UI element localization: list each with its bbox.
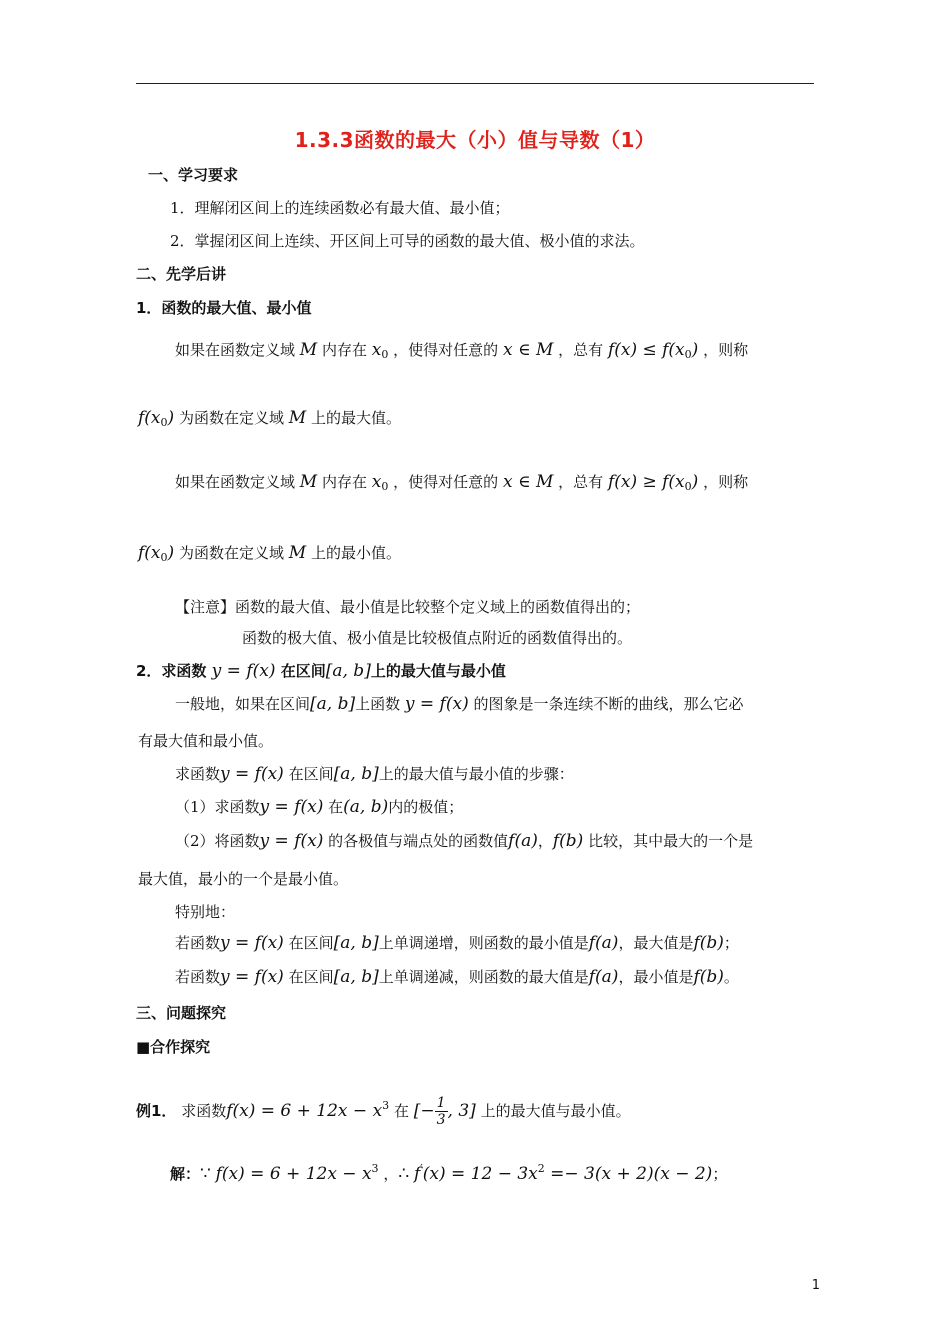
requirement-item-1: 1．理解闭区间上的连续函数必有最大值、最小值；: [170, 199, 510, 217]
min-definition-line: 如果在函数定义域 M 内存在 $x_0$ ，使得对任意的 x ∈ M ，总有 $f(x) \ge f(x_0)$ ，则称: [175, 472, 749, 493]
decreasing-case: 若函数y = f(x) 在区间[a, b]上单调递减，则函数的最大值是f(a)，最小值是f(b)。: [175, 967, 739, 987]
max-definition-line-2: $f(x_0)$ 为函数在定义域 M 上的最大值。: [138, 408, 401, 429]
subheading-interval-extrema: 2．求函数 y = f(x) 在区间[a, b]上的最大值与最小值: [136, 661, 506, 681]
example-1: 例1． 求函数$f(x) = 6 + 12x - x^3$ 在 [− $\frac{1}{3}$ , 3] 上的最大值与最小值。: [136, 1095, 631, 1128]
section-heading-inquiry: 三、问题探究: [136, 1004, 227, 1022]
steps-intro: 求函数y = f(x) 在区间[a, b]上的最大值与最小值的步骤：: [175, 764, 574, 784]
requirement-item-2: 2．掌握闭区间上连续、开区间上可导的函数的最大值、极小值的求法。: [170, 232, 645, 250]
section-heading-requirements: 一、学习要求: [148, 166, 239, 184]
page-number: 1: [811, 1278, 820, 1293]
cooperative-inquiry-label: ■合作探究: [136, 1038, 211, 1056]
max-definition-line: 如果在函数定义域 M 内存在 $x_0$ ，使得对任意的 x ∈ M ，总有 $f(x) \le f(x_0)$ ，则称: [175, 340, 749, 361]
note-line-1: 【注意】函数的最大值、最小值是比较整个定义域上的函数值得出的；: [175, 598, 641, 616]
general-statement-line-1: 一般地，如果在区间[a, b]上函数 y = f(x) 的图象是一条连续不断的曲线，那么它必: [175, 694, 744, 714]
subheading-max-min: 1．函数的最大值、最小值: [136, 299, 312, 317]
step-2: （2）将函数y = f(x) 的各极值与端点处的函数值f(a)，f(b) 比较，其中最大的一个是: [175, 831, 754, 851]
note-line-2: 函数的极大值、极小值是比较极值点附近的函数值得出的。: [242, 629, 633, 647]
step-2-continued: 最大值，最小的一个是最小值。: [138, 870, 349, 888]
solution-line: 解：∵ $f(x) = 6 + 12x - x^3$ ，∴ $f'(x) = 12 - 3x^2 =- 3(x + 2)(x - 2)$；: [170, 1162, 728, 1184]
page-title: 1.3.3函数的最大（小）值与导数（1）: [294, 128, 656, 152]
section-heading-prelearn: 二、先学后讲: [136, 265, 227, 283]
min-definition-line-2: $f(x_0)$ 为函数在定义域 M 上的最小值。: [138, 543, 401, 564]
increasing-case: 若函数y = f(x) 在区间[a, b]上单调递增，则函数的最小值是f(a)，最大值是f(b)；: [175, 933, 739, 953]
header-rule: [136, 83, 814, 84]
general-statement-line-2: 有最大值和最小值。: [138, 732, 274, 750]
step-1: （1）求函数y = f(x) 在(a, b)内的极值；: [175, 797, 464, 817]
special-case-label: 特别地：: [175, 903, 236, 921]
